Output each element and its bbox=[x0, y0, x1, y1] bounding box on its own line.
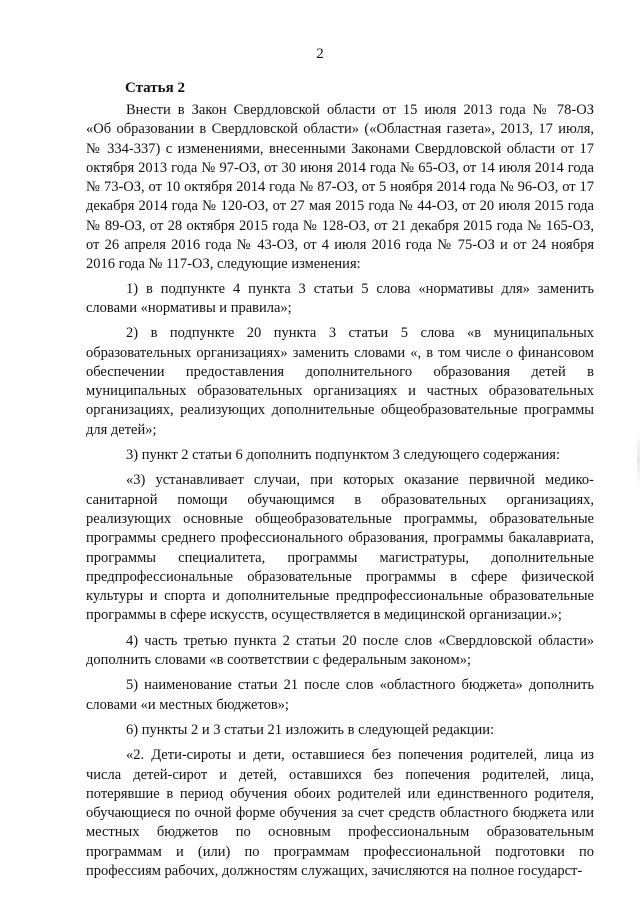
paragraph-intro-first-line: Внести в Закон Свердловской области от 15 июля 2013 года № 78-ОЗ bbox=[126, 102, 594, 118]
paragraph-intro-rest: «Об образовании в Свердловской области» («Областная газета», 2013, 17 июля, № 334-337) с изменениями, внесенными Законами Свердловской области от 17 октября 2013 года № 97-ОЗ, от 30 июня 2014 года № 65-ОЗ, от 14 июля 2014 года № 73-ОЗ, от 10 октября 2014 года № 87-ОЗ, от 5 ноября 2014 года № 96-ОЗ, от 17 декабря 2014 года № 120-ОЗ, от 27 мая 2015 года № 44-ОЗ, от 20 июля 2015 года № 89-ОЗ, от 28 октября 2015 года № 128-ОЗ, от 21 декабря 2015 года № 165-ОЗ, от 26 апреля 2016 года № 43-ОЗ, от 4 июля 2016 года № 75-ОЗ и от 24 ноября 2016 года № 117-ОЗ, следующие изменения: bbox=[86, 121, 594, 273]
article-body bbox=[86, 101, 594, 887]
list-item-4: 4) часть третью пункта 2 статьи 20 после слов «Свердловской области» дополнить словами «в соответствии с федеральным законом»; bbox=[86, 632, 594, 669]
list-item-5: 5) наименование статьи 21 после слов «областного бюджета» дополнить словами «и местных бюджетов»; bbox=[86, 677, 594, 713]
list-item-6: 6) пункты 2 и 3 статьи 21 изложить в следующей редакции: bbox=[126, 721, 495, 738]
page-number: 2 bbox=[316, 46, 324, 62]
list-item-2: 2) в подпункте 20 пункта 3 статьи 5 слова «в муниципальных образовательных организациях» заменить словами «, в том числе о финансовом обеспечении предоставления дополнительного образования детей в муниципальных образовательных организациях и частных образовательных организациях, реализующих дополнительные общеобразовательные программы для детей»; bbox=[86, 325, 594, 438]
list-item-6-quote: «2. Дети-сироты и дети, оставшиеся без попечения родителей, лица из числа детей-сирот и детей, оставшихся без попечения родителей, лица, потерявшие в период обучения обоих родителей или единственного родителя, обучающиеся по очной форме обучения за счет средств областного бюджета или местных бюджетов по основным профессиональным образовательным программам и (или) по программам профессиональной подготовки по профессиям рабочих, должностям служащих, зачисляются на полное государст- bbox=[86, 747, 594, 879]
list-item-1: 1) в подпункте 4 пункта 3 статьи 5 слова «нормативы для» заменить словами «нормативы и правила»; bbox=[86, 280, 594, 316]
article-title: Статья 2 bbox=[125, 80, 185, 96]
paragraph-intro bbox=[86, 101, 594, 275]
list-item-3: 3) пункт 2 статьи 6 дополнить подпунктом 3 следующего содержания: bbox=[126, 447, 560, 464]
list-item-3-quote: «3) устанавливает случаи, при которых оказание первичной медико-санитарной помощи обучающимся в образовательных организациях, реализующих основные общеобразовательные программы, образовательные программы среднего профессионального образования, программы бакалавриата, программы специалитета, программы магистратуры, дополнительные предпрофессиональные образовательные программы в сфере физической культуры и спорта и дополнительные предпрофессиональные образовательные программы в сфере искусств, осуществляется в медицинской организации.»; bbox=[86, 472, 594, 624]
